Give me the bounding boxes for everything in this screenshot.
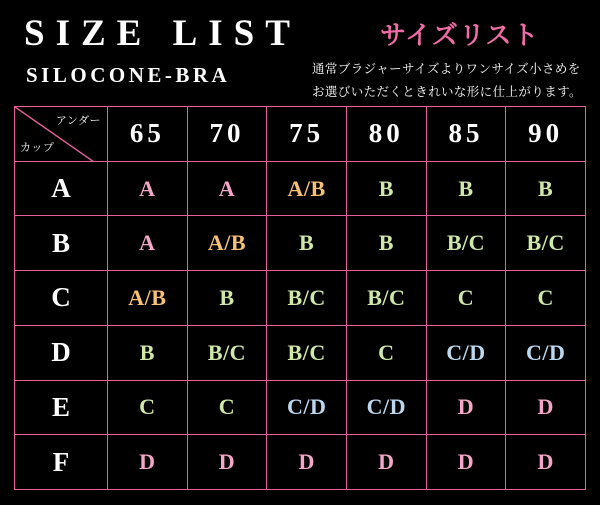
cell-a-70: A	[187, 161, 267, 216]
cell-e-65: C	[108, 380, 188, 435]
cell-f-75: D	[267, 435, 347, 490]
row-header-d: D	[15, 325, 108, 380]
size-table-wrapper	[14, 106, 586, 490]
cell-e-70: C	[187, 380, 267, 435]
cell-b-80: B	[346, 216, 426, 271]
cell-a-65: A	[108, 161, 188, 216]
cell-a-80: B	[346, 161, 426, 216]
page-subtitle: SILOCONE-BRA	[26, 63, 231, 87]
row-header-b: B	[15, 216, 108, 271]
cell-b-65: A	[108, 216, 188, 271]
page-title-japanese: サイズリスト	[380, 20, 540, 50]
table-row	[15, 325, 586, 380]
table-row	[15, 435, 586, 490]
cell-c-80: B/C	[346, 271, 426, 326]
row-header-f: F	[15, 435, 108, 490]
cell-b-70: A/B	[187, 216, 267, 271]
table-row	[15, 161, 586, 216]
cell-b-85: B/C	[426, 216, 506, 271]
cell-e-90: D	[506, 380, 586, 435]
cell-d-65: B	[108, 325, 188, 380]
cell-f-65: D	[108, 435, 188, 490]
col-header-80: 80	[346, 107, 426, 162]
size-table	[14, 106, 586, 490]
col-header-65: 65	[108, 107, 188, 162]
col-header-90: 90	[506, 107, 586, 162]
cell-e-75: C/D	[267, 380, 347, 435]
page-title: SIZE LIST	[24, 13, 301, 54]
cell-e-85: D	[426, 380, 506, 435]
table-header-row	[15, 107, 586, 162]
cell-f-80: D	[346, 435, 426, 490]
table-row	[15, 380, 586, 435]
corner-cup-label: カップ	[20, 141, 55, 154]
size-note	[312, 58, 597, 104]
cell-d-90: C/D	[506, 325, 586, 380]
cell-c-90: C	[506, 271, 586, 326]
page-header	[0, 0, 600, 104]
cell-f-70: D	[187, 435, 267, 490]
cell-b-90: B/C	[506, 216, 586, 271]
cell-d-85: C/D	[426, 325, 506, 380]
cell-f-90: D	[506, 435, 586, 490]
table-corner-cell	[15, 107, 108, 162]
cell-a-75: A/B	[267, 161, 347, 216]
cell-d-75: B/C	[267, 325, 347, 380]
cell-d-80: C	[346, 325, 426, 380]
cell-c-70: B	[187, 271, 267, 326]
cell-b-75: B	[267, 216, 347, 271]
size-note-line-1: 通常ブラジャーサイズよりワンサイズ小さめを	[312, 62, 581, 76]
cell-c-75: B/C	[267, 271, 347, 326]
size-note-line-2: お選びいただくときれいな形に仕上がります。	[312, 85, 582, 100]
table-row	[15, 216, 586, 271]
cell-d-70: B/C	[187, 325, 267, 380]
cell-a-90: B	[506, 161, 586, 216]
col-header-70: 70	[187, 107, 267, 162]
cell-e-80: C/D	[346, 380, 426, 435]
col-header-75: 75	[267, 107, 347, 162]
row-header-c: C	[15, 271, 108, 326]
row-header-a: A	[15, 161, 108, 216]
cell-f-85: D	[426, 435, 506, 490]
cell-a-85: B	[426, 161, 506, 216]
row-header-e: E	[15, 380, 108, 435]
table-row	[15, 271, 586, 326]
cell-c-65: A/B	[108, 271, 188, 326]
corner-under-label: アンダー	[55, 115, 101, 127]
col-header-85: 85	[426, 107, 506, 162]
cell-c-85: C	[426, 271, 506, 326]
